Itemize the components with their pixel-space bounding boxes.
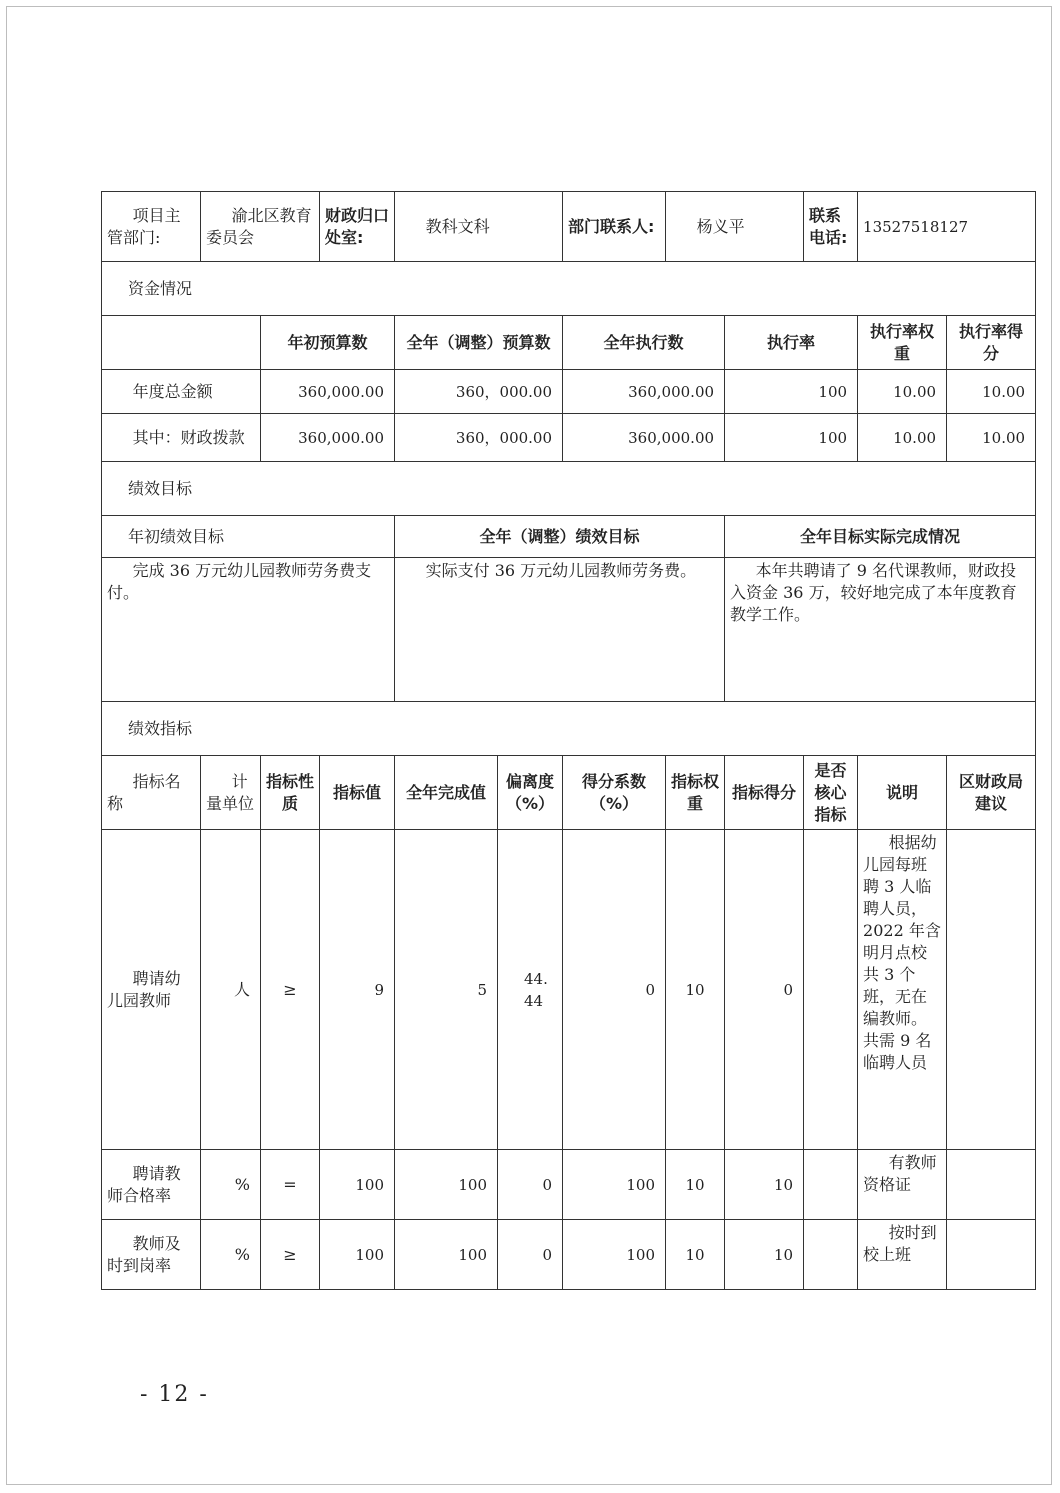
funds-cell: 360，000.00 bbox=[395, 414, 563, 462]
ind-col-note: 说明 bbox=[858, 756, 947, 830]
funds-section-title: 资金情况 bbox=[102, 262, 1036, 316]
indicator-coef: 100 bbox=[563, 1220, 666, 1290]
funds-cell: 360，000.00 bbox=[395, 370, 563, 414]
indicator-score: 10 bbox=[725, 1220, 804, 1290]
funds-cell: 360,000.00 bbox=[261, 370, 395, 414]
goals-actual-text: 本年共聘请了 9 名代课教师，财政投入资金 36 万，较好地完成了本年度教育教学工作。 bbox=[725, 558, 1036, 702]
funds-row-total bbox=[102, 370, 1036, 414]
indicator-core bbox=[804, 1150, 858, 1220]
indicator-core bbox=[804, 1220, 858, 1290]
goals-header-row bbox=[102, 516, 1036, 558]
indicator-name: 聘请教师合格率 bbox=[102, 1150, 201, 1220]
funds-row-label: 其中：财政拨款 bbox=[102, 414, 261, 462]
indicator-unit: % bbox=[201, 1150, 261, 1220]
indicator-nature: = bbox=[261, 1150, 320, 1220]
ind-col-weight: 指标权重 bbox=[666, 756, 725, 830]
goals-section-title: 绩效目标 bbox=[102, 462, 1036, 516]
indicator-weight: 10 bbox=[666, 1150, 725, 1220]
indicator-actual: 5 bbox=[395, 830, 498, 1150]
funds-header-blank bbox=[102, 316, 261, 370]
ind-col-unit: 计量单位 bbox=[201, 756, 261, 830]
indicator-deviation: 0 bbox=[498, 1150, 563, 1220]
goals-content-row bbox=[102, 558, 1036, 702]
goals-adjusted-text: 实际支付 36 万元幼儿园教师劳务费。 bbox=[395, 558, 725, 702]
indicator-advice bbox=[947, 1220, 1036, 1290]
contact-value: 杨义平 bbox=[666, 192, 804, 262]
goals-initial-text: 完成 36 万元幼儿园教师劳务费支付。 bbox=[102, 558, 395, 702]
contact-label: 部门联系人: bbox=[563, 192, 666, 262]
ind-col-coef: 得分系数（%） bbox=[563, 756, 666, 830]
header-row bbox=[102, 192, 1036, 262]
funds-col-weight: 执行率权重 bbox=[858, 316, 947, 370]
indicator-weight: 10 bbox=[666, 1220, 725, 1290]
funds-cell: 100 bbox=[725, 414, 858, 462]
indicators-header-row bbox=[102, 756, 1036, 830]
indicator-actual: 100 bbox=[395, 1150, 498, 1220]
goals-section-row bbox=[102, 462, 1036, 516]
office-label: 财政归口处室: bbox=[320, 192, 395, 262]
indicator-advice bbox=[947, 1150, 1036, 1220]
indicator-score: 0 bbox=[725, 830, 804, 1150]
indicator-deviation: 0 bbox=[498, 1220, 563, 1290]
indicators-section-row bbox=[102, 702, 1036, 756]
goals-col-initial: 年初绩效目标 bbox=[102, 516, 395, 558]
indicator-weight: 10 bbox=[666, 830, 725, 1150]
indicator-row bbox=[102, 1150, 1036, 1220]
indicator-target: 100 bbox=[320, 1150, 395, 1220]
indicator-coef: 0 bbox=[563, 830, 666, 1150]
indicators-section-title: 绩效指标 bbox=[102, 702, 1036, 756]
funds-cell: 360,000.00 bbox=[563, 370, 725, 414]
goals-col-actual: 全年目标实际完成情况 bbox=[725, 516, 1036, 558]
funds-col-rate: 执行率 bbox=[725, 316, 858, 370]
indicator-core bbox=[804, 830, 858, 1150]
funds-col-adjusted: 全年（调整）预算数 bbox=[395, 316, 563, 370]
dept-value: 渝北区教育委员会 bbox=[201, 192, 320, 262]
indicator-unit: 人 bbox=[201, 830, 261, 1150]
office-value: 教科文科 bbox=[395, 192, 563, 262]
ind-col-actual: 全年完成值 bbox=[395, 756, 498, 830]
indicator-name: 聘请幼儿园教师 bbox=[102, 830, 201, 1150]
indicator-unit: % bbox=[201, 1220, 261, 1290]
ind-col-advice: 区财政局建议 bbox=[947, 756, 1036, 830]
indicator-name: 教师及时到岗率 bbox=[102, 1220, 201, 1290]
funds-section-row bbox=[102, 262, 1036, 316]
funds-cell: 360,000.00 bbox=[261, 414, 395, 462]
ind-col-score: 指标得分 bbox=[725, 756, 804, 830]
indicator-actual: 100 bbox=[395, 1220, 498, 1290]
ind-col-name: 指标名称 bbox=[102, 756, 201, 830]
indicator-target: 9 bbox=[320, 830, 395, 1150]
indicator-coef: 100 bbox=[563, 1150, 666, 1220]
indicator-score: 10 bbox=[725, 1150, 804, 1220]
indicator-row bbox=[102, 830, 1036, 1150]
funds-cell: 10.00 bbox=[947, 370, 1036, 414]
ind-col-nature: 指标性质 bbox=[261, 756, 320, 830]
funds-cell: 10.00 bbox=[858, 414, 947, 462]
indicator-nature: ≥ bbox=[261, 1220, 320, 1290]
indicator-note: 按时到校上班 bbox=[858, 1220, 947, 1290]
ind-col-deviation: 偏离度（%） bbox=[498, 756, 563, 830]
funds-col-score: 执行率得分 bbox=[947, 316, 1036, 370]
indicator-deviation: 44.44 bbox=[498, 830, 563, 1150]
funds-col-initial: 年初预算数 bbox=[261, 316, 395, 370]
performance-table bbox=[101, 191, 1036, 1290]
funds-cell: 360,000.00 bbox=[563, 414, 725, 462]
indicator-note: 根据幼儿园每班聘 3 人临聘人员，2022 年含明月点校共 3 个班，无在编教师。共需 9 名临聘人员 bbox=[858, 830, 947, 1150]
indicator-target: 100 bbox=[320, 1220, 395, 1290]
indicator-nature: ≥ bbox=[261, 830, 320, 1150]
funds-row-fiscal bbox=[102, 414, 1036, 462]
ind-col-core: 是否核心指标 bbox=[804, 756, 858, 830]
page-number: - 12 - bbox=[140, 1382, 209, 1407]
funds-cell: 100 bbox=[725, 370, 858, 414]
indicator-row bbox=[102, 1220, 1036, 1290]
phone-value: 13527518127 bbox=[858, 192, 1036, 262]
dept-label: 项目主管部门: bbox=[102, 192, 201, 262]
funds-row-label: 年度总金额 bbox=[102, 370, 261, 414]
ind-col-target: 指标值 bbox=[320, 756, 395, 830]
goals-col-adjusted: 全年（调整）绩效目标 bbox=[395, 516, 725, 558]
funds-header-row bbox=[102, 316, 1036, 370]
indicator-advice bbox=[947, 830, 1036, 1150]
funds-col-executed: 全年执行数 bbox=[563, 316, 725, 370]
funds-cell: 10.00 bbox=[947, 414, 1036, 462]
funds-cell: 10.00 bbox=[858, 370, 947, 414]
phone-label: 联系电话: bbox=[804, 192, 858, 262]
indicator-note: 有教师资格证 bbox=[858, 1150, 947, 1220]
